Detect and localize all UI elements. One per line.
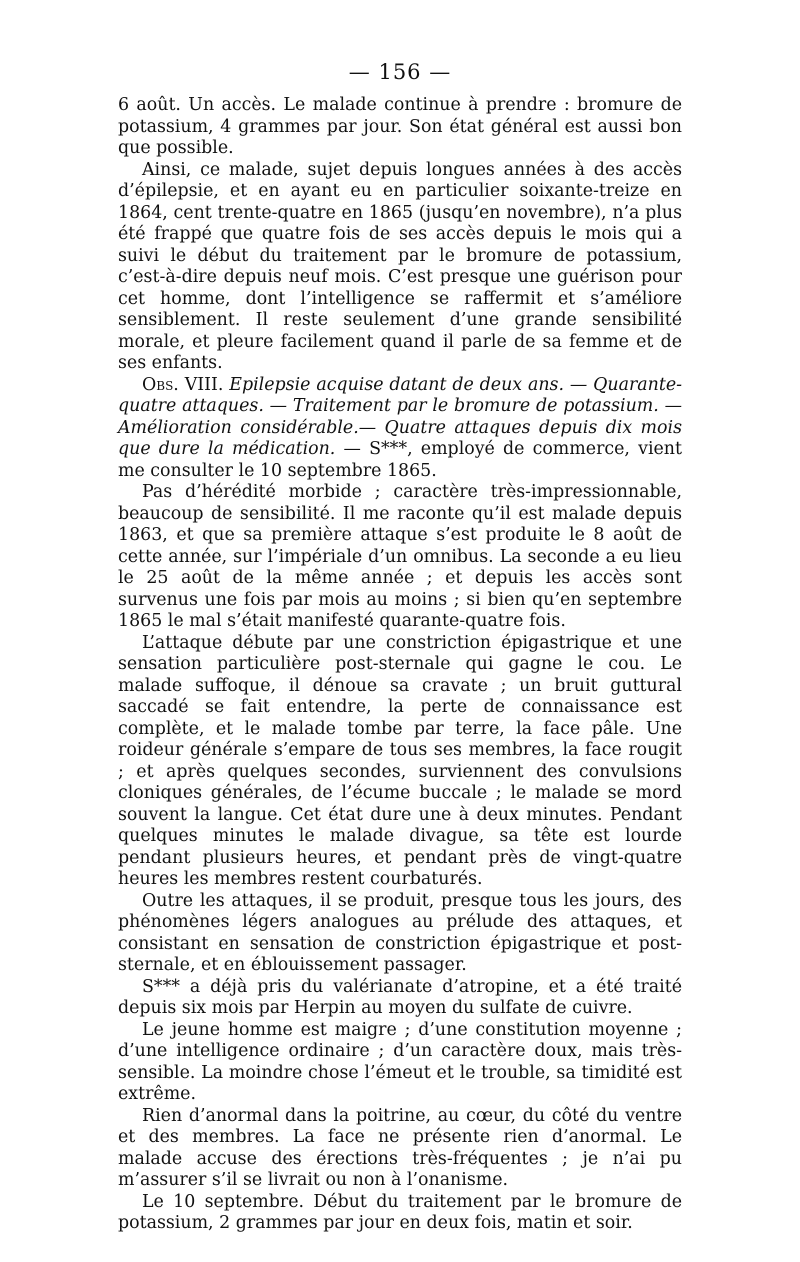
observation-heading [118, 375, 682, 483]
paragraph-8: Le jeune homme est maigre ; d’une constitution moyenne ; d’une intelligence ordinaire ; d’un caractère doux, mais très-sensible. La moindre chose l’émeut et le trouble, sa timidité est extrême. [118, 1019, 682, 1104]
paragraph-6: Outre les attaques, il se produit, presque tous les jours, des phénomènes légers analogues au prélude des attaques, et consistant en sensation de constriction épigastrique et post-sternale, et en éblouissement passager. [118, 890, 682, 975]
body-text [118, 95, 682, 1235]
observation-title: Epilepsie acquise datant de deux ans. — Quarante-quatre attaques. — Traitement par le bromure de potassium. — Amélioration considérable.— Quatre attaques depuis dix mois que dure la médication. [118, 374, 682, 459]
page-number: — 156 — [348, 60, 452, 84]
paragraph-5: L’attaque débute par une constriction épigastrique et une sensation particulière post-sternale qui gagne le cou. Le malade suffoque, il dénoue sa cravate ; un bruit guttural saccadé se fait entendre, la perte de connaissance est complète, et le malade tombe par terre, la face pâle. Une roideur générale s’empare de tous ses membres, la face rougit ; et après quelques secondes, surviennent des convulsions cloniques générales, de l’écume buccale ; le malade se mord souvent la langue. Cet état dure une à deux minutes. Pendant quelques minutes le malade divague, sa tête est lourde pendant plusieurs heures, et pendant près de vingt-quatre heures les membres restent courbaturés. [118, 632, 682, 889]
paragraph-1: 6 août. Un accès. Le malade continue à prendre : bromure de potassium, 4 grammes par jour. Son état général est aussi bon que possible. [118, 95, 682, 158]
paragraph-10: Le 10 septembre. Début du traitement par le bromure de potassium, 2 grammes par jour en deux fois, matin et soir. [118, 1191, 682, 1233]
paragraph-2: Ainsi, ce malade, sujet depuis longues années à des accès d’épilepsie, et en ayant eu en particulier soixante-treize en 1864, cent trente-quatre en 1865 (jusqu’en novembre), n’a plus été frappé que quatre fois de ses accès depuis le mois qui a suivi le début du traitement par le bromure de potassium, c’est-à-dire depuis neuf mois. C’est presque une guérison pour cet homme, dont l’intelligence se raffermit et s’améliore sensiblement. Il reste seulement d’une grande sensibilité morale, et pleure facilement quand il parle de sa femme et de ses enfants. [118, 159, 682, 373]
paragraph-4: Pas d’hérédité morbide ; caractère très-impressionnable, beaucoup de sensibilité. Il me raconte qu’il est malade depuis 1863, et que sa première attaque s’est produite le 8 août de cette année, sur l’impériale d’un omnibus. La seconde a eu lieu le 25 août de la même année ; et depuis les accès sont survenus une fois par mois au moins ; si bien qu’en septembre 1865 le mal s’était manifesté quarante-quatre fois. [118, 482, 682, 631]
paragraph-7: S*** a déjà pris du valérianate d’atropine, et a été traité depuis six mois par Herpin au moyen du sulfate de cuivre. [118, 976, 682, 1018]
paragraph-9: Rien d’anormal dans la poitrine, au cœur, du côté du ventre et des membres. La face ne présente rien d’anormal. Le malade accuse des érections très-fréquentes ; je n’ai pu m’assurer s’il se livrait ou non à l’onanisme. [118, 1105, 682, 1190]
observation-label: Obs. VIII. [142, 374, 224, 395]
observation-intro: — S***, employé de commerce, vient me consulter le 10 septembre 1865. [118, 439, 682, 481]
